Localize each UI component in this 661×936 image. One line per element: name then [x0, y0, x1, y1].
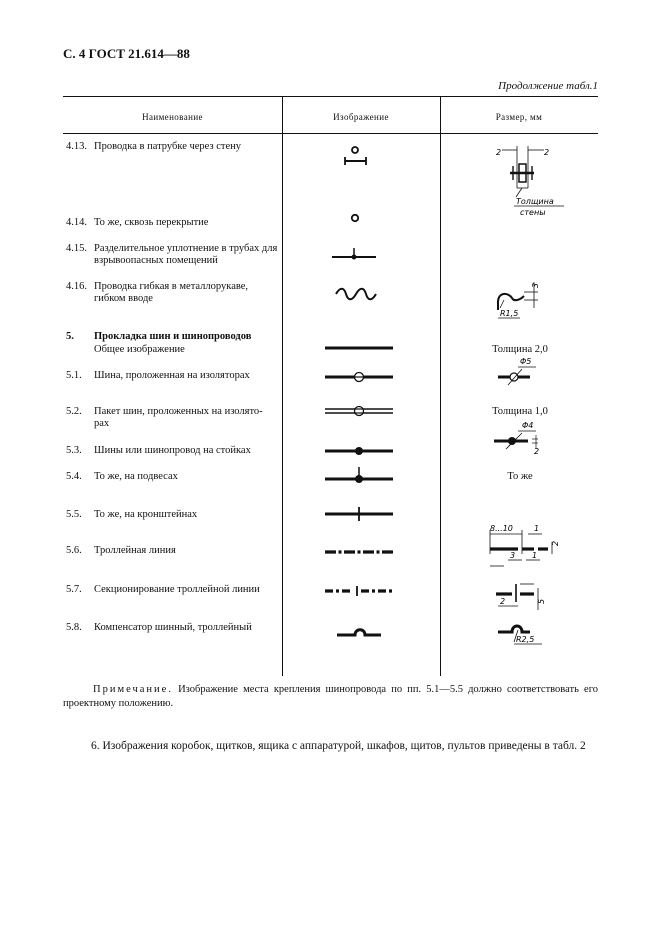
row-name: Шина, проложенная на изоляторах	[94, 370, 250, 381]
row-size: То же	[507, 471, 533, 482]
row-name: Прокладка шин и шинопроводов	[94, 331, 252, 342]
symbol-busbar-package	[323, 404, 395, 418]
svg-text:2: 2	[500, 597, 506, 606]
dimension-sketch-insulator	[496, 355, 546, 389]
symbol-separation-seal	[330, 244, 380, 268]
row-number: 4.13.	[66, 141, 87, 152]
symbol-busbar-on-insulators	[323, 370, 395, 384]
dimension-sketch-wall-sleeve	[486, 140, 566, 216]
svg-text:2: 2	[534, 447, 540, 456]
svg-text:1: 1	[532, 551, 538, 560]
row-number: 5.8.	[66, 622, 82, 633]
table-continuation: Продолжение табл.1	[498, 80, 598, 92]
row-name: То же, на подвесах	[94, 471, 178, 482]
row-name: Компенсатор шинный, троллейный	[94, 622, 252, 633]
row-number: 5.1.	[66, 370, 82, 381]
svg-text:2: 2	[551, 540, 560, 546]
page-header: С. 4 ГОСТ 21.614—88	[63, 46, 190, 61]
column-divider-2	[440, 96, 441, 676]
svg-text:Φ5: Φ5	[520, 357, 532, 366]
column-divider-1	[282, 96, 283, 676]
svg-text:3: 3	[510, 551, 516, 560]
svg-text:стены: стены	[520, 208, 546, 217]
row-number: 5.6.	[66, 545, 82, 556]
body-paragraph: 6. Изображения коробок, щитков, ящика с аппаратурой, шкафов, щитов, пультов приведены в табл. 2	[91, 740, 586, 752]
row-number: 5.3.	[66, 445, 82, 456]
svg-text:Φ4: Φ4	[522, 421, 534, 430]
row-name: Шины или шинопровод на стойках	[94, 445, 251, 456]
svg-text:Толщина: Толщина	[516, 197, 554, 206]
svg-text:R1,5: R1,5	[500, 309, 519, 318]
column-header-image: Изображение	[333, 112, 389, 122]
dimension-sketch-compensator	[496, 620, 552, 650]
dimension-sketch-flexible-hose	[494, 274, 554, 320]
svg-text:2: 2	[496, 148, 502, 157]
svg-text:1: 1	[534, 524, 540, 533]
symbol-busbar-general	[323, 343, 395, 353]
row-number: 5.2.	[66, 406, 82, 417]
table-note	[63, 683, 598, 711]
note-text: Изображение места крепления шинопровода по пп. 5.1—5.5 должно соответствовать его проектному положению.	[63, 684, 598, 709]
row-name: Проводка в патрубке через стену	[94, 141, 242, 152]
svg-text:8...10: 8...10	[490, 524, 513, 533]
table-header-rule	[63, 133, 598, 134]
column-header-size: Размер, мм	[495, 112, 543, 122]
svg-text:2: 2	[544, 148, 550, 157]
svg-text:3: 3	[531, 282, 540, 288]
row-name: Пакет шин, проложенных на изолято- рах	[94, 406, 263, 429]
row-size: Толщина 1,0	[492, 406, 548, 417]
svg-text:5: 5	[537, 598, 546, 604]
symbol-trolley-sectioning	[323, 583, 395, 599]
symbol-pipe-through-wall	[340, 144, 380, 170]
symbol-busbar-on-brackets	[323, 505, 395, 523]
row-name: Проводка гибкая в металлорукаве, гибком вводе	[94, 281, 249, 304]
row-subname: Общее изображение	[94, 344, 185, 355]
row-number: 4.15.	[66, 243, 87, 254]
symbol-busbar-on-hangers	[323, 466, 395, 488]
dimension-sketch-package	[492, 419, 548, 455]
row-number: 4.14.	[66, 217, 87, 228]
row-number: 4.16.	[66, 281, 87, 292]
row-size: Толщина 2,0	[492, 344, 548, 355]
row-name: Секционирование троллейной линии	[94, 584, 260, 595]
symbol-busbar-on-posts	[323, 444, 395, 458]
dimension-sketch-trolley-line	[486, 520, 562, 570]
row-name: Троллейная линия	[94, 545, 176, 556]
row-number: 5.7.	[66, 584, 82, 595]
table-top-rule	[63, 96, 598, 97]
column-header-name: Наименование	[142, 112, 203, 122]
row-number: 5.4.	[66, 471, 82, 482]
row-name: Разделительное уплотнение в трубах для взрывоопасных помещений	[94, 243, 278, 266]
symbol-flexible-metal-hose	[334, 284, 380, 304]
symbol-trolley-line	[323, 546, 395, 558]
symbol-through-floor	[345, 210, 365, 226]
svg-text:R2,5: R2,5	[516, 635, 535, 644]
row-name: То же, на кронштейнах	[94, 509, 198, 520]
symbol-busbar-compensator	[323, 624, 395, 640]
row-name: То же, сквозь перекрытие	[94, 217, 209, 228]
row-number: 5.	[66, 331, 74, 342]
dimension-sketch-trolley-sectioning	[494, 578, 550, 614]
note-label: Примечание.	[93, 684, 173, 695]
row-number: 5.5.	[66, 509, 82, 520]
